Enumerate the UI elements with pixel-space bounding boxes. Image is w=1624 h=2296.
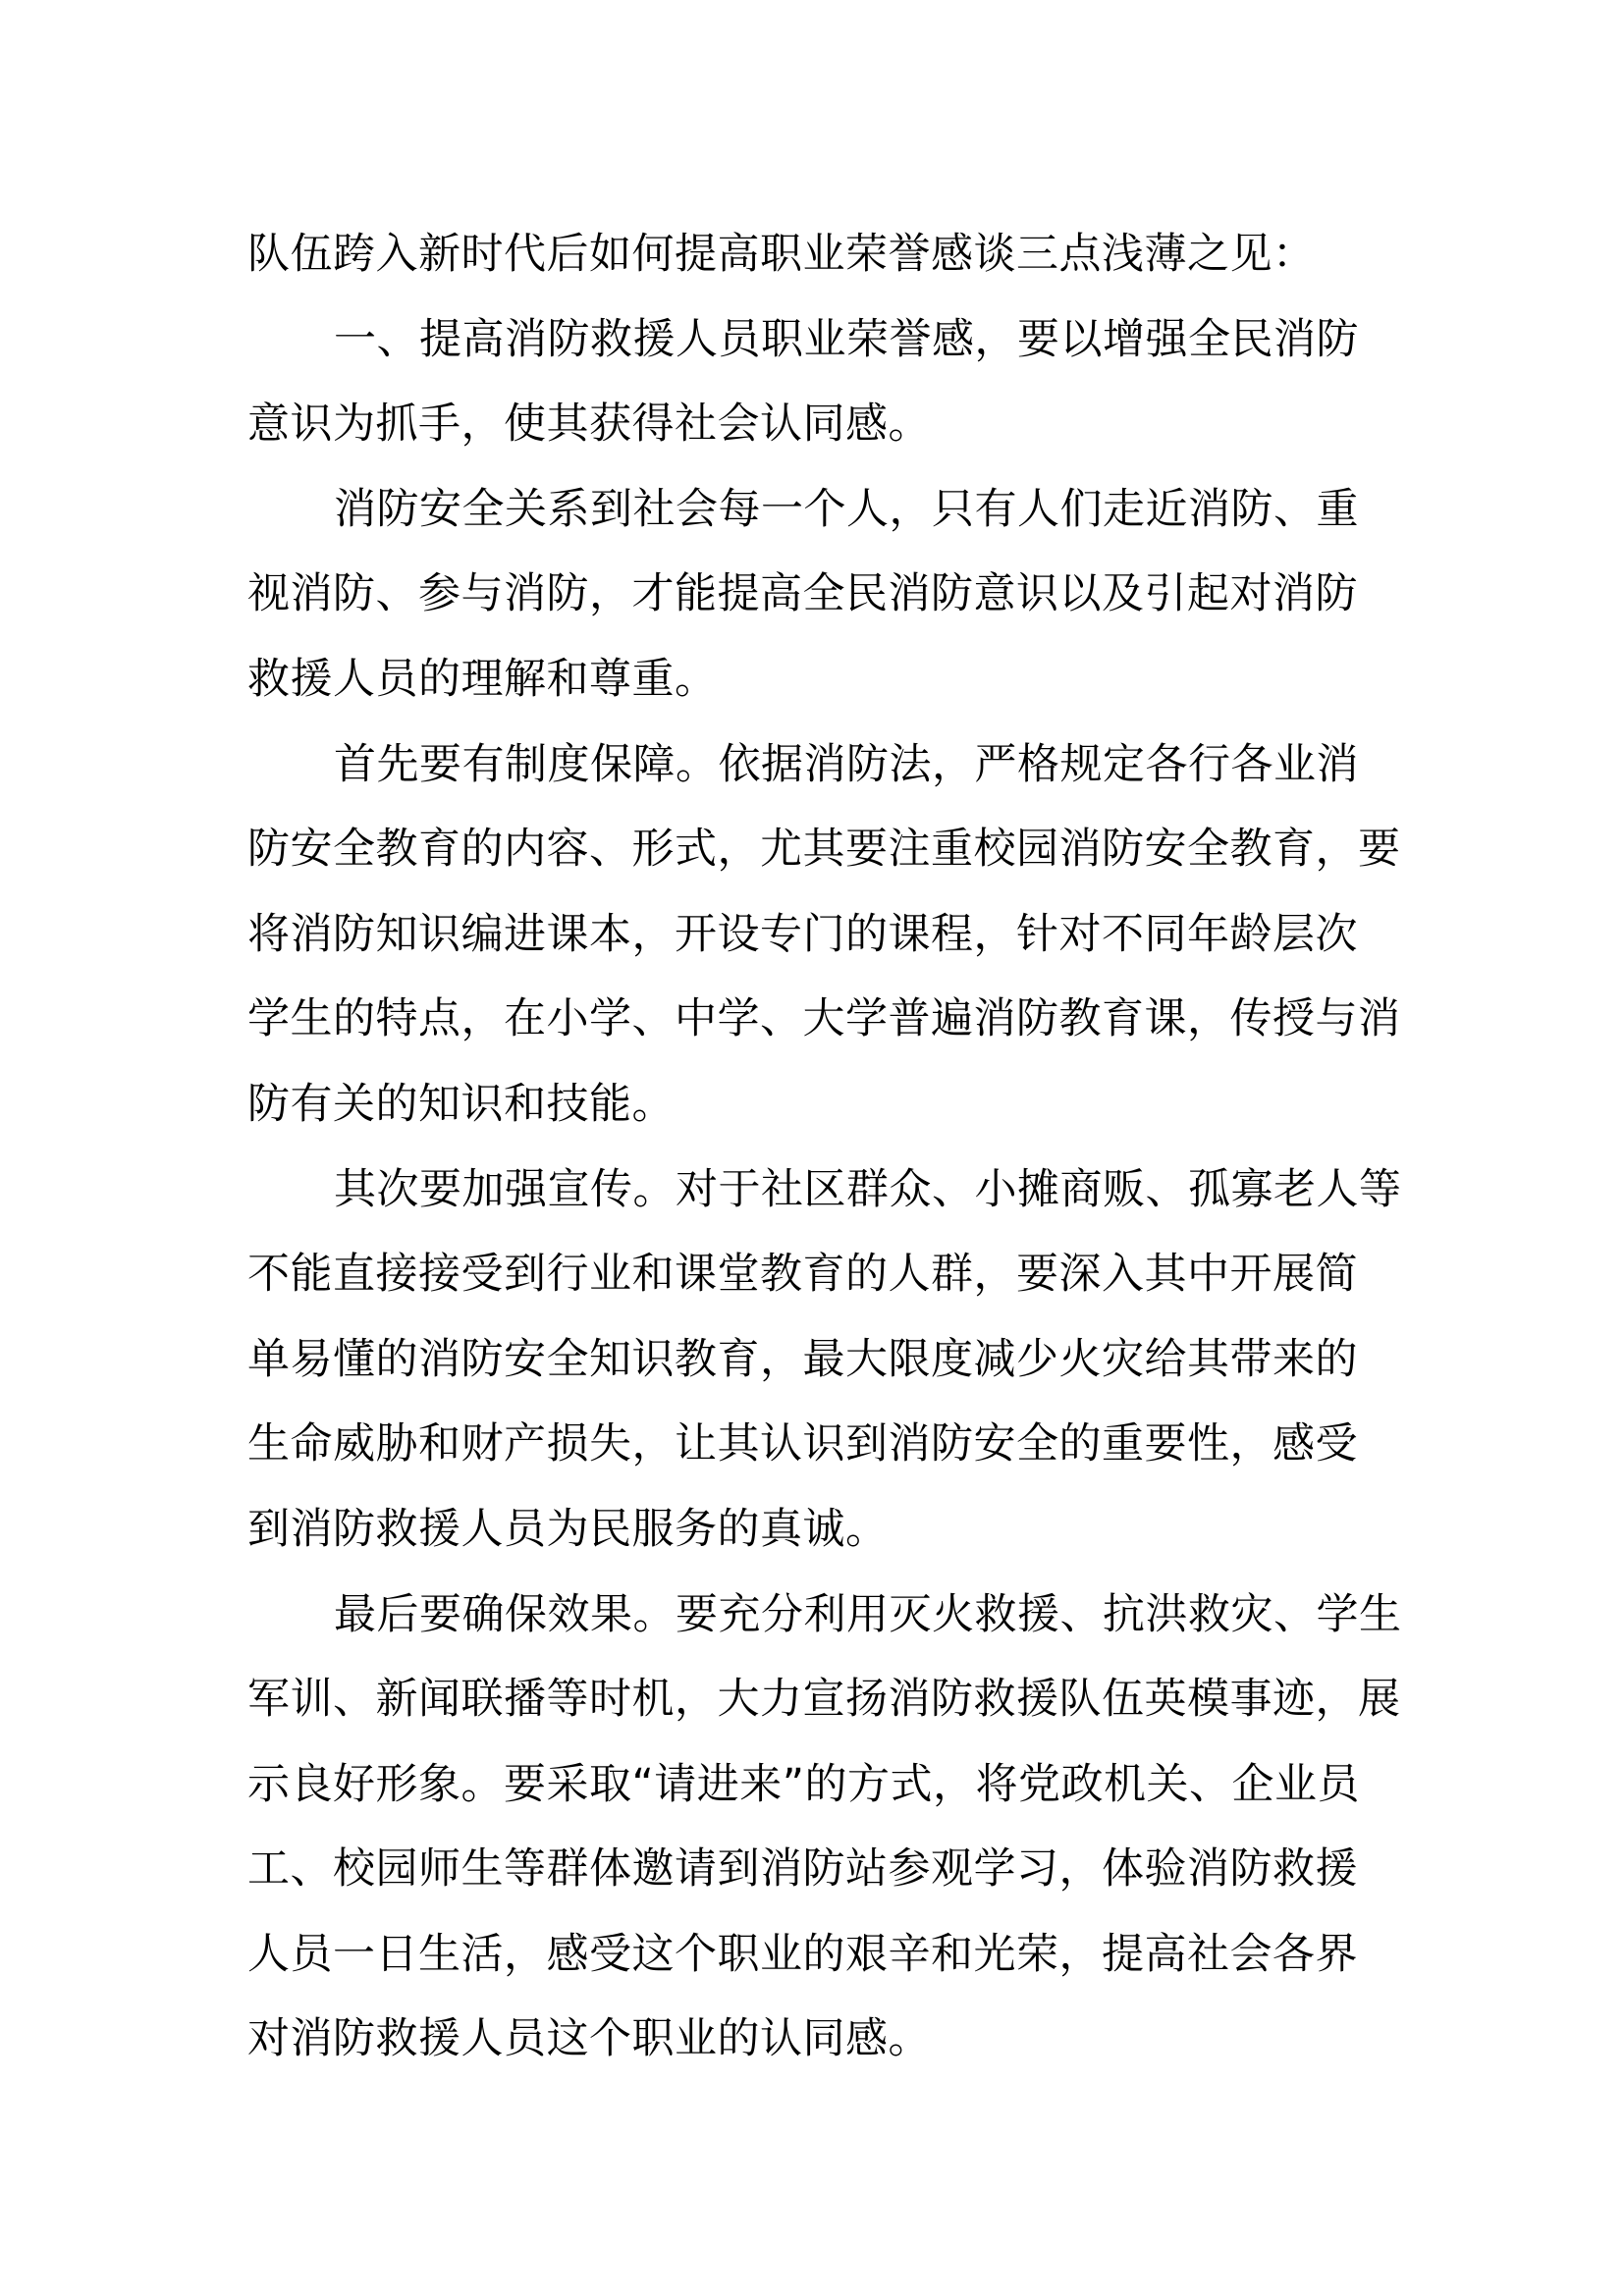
text-line: 防安全教育的内容、形式，尤其要注重校园消防安全教育，要: [247, 825, 1401, 875]
text-line: 首先要有制度保障。依据消防法，严格规定各行各业消: [334, 739, 1359, 789]
document-body: [247, 212, 1402, 2082]
text-line: 救援人员的理解和尊重。: [247, 654, 718, 704]
text-line: 不能直接接受到行业和课堂教育的人群，要深入其中开展简: [247, 1250, 1358, 1300]
section-heading-line: 意识为抓手，使其获得社会认同感。: [247, 400, 931, 450]
text-line: 单易懂的消防安全知识教育，最大限度减少火灾给其带来的: [247, 1334, 1358, 1384]
text-line: 生命威胁和财产损失，让其认识到消防安全的重要性，感受: [247, 1419, 1358, 1469]
text-line: 最后要确保效果。要充分利用灭火救援、抗洪救灾、学生: [334, 1589, 1402, 1639]
text-line: 军训、新闻联播等时机，大力宣扬消防救援队伍英模事迹，展: [247, 1675, 1401, 1725]
text-line: 防有关的知识和技能。: [247, 1079, 675, 1129]
text-line: 示良好形象。要采取“请进来”的方式，将党政机关、企业员: [247, 1759, 1361, 1809]
section-heading-line: 一、提高消防救援人员职业荣誉感，要以增强全民消防: [334, 314, 1359, 364]
text-line: 将消防知识编进课本，开设专门的课程，针对不同年龄层次: [247, 909, 1358, 959]
text-line: 人员一日生活，感受这个职业的艰辛和光荣，提高社会各界: [247, 1929, 1358, 1979]
text-line: 其次要加强宣传。对于社区群众、小摊商贩、孤寡老人等: [334, 1164, 1402, 1214]
text-line: 工、校园师生等群体邀请到消防站参观学习，体验消防救援: [247, 1844, 1358, 1895]
text-line: 学生的特点，在小学、中学、大学普遍消防教育课，传授与消: [247, 994, 1401, 1044]
text-line: 到消防救援人员为民服务的真诚。: [247, 1504, 889, 1554]
text-line: 视消防、参与消防，才能提高全民消防意识以及引起对消防: [247, 569, 1358, 619]
text-line: 对消防救援人员这个职业的认同感。: [247, 2014, 931, 2064]
text-line: 队伍跨入新时代后如何提高职业荣誉感谈三点浅薄之见：: [247, 230, 1316, 279]
text-line: 消防安全关系到社会每一个人，只有人们走近消防、重: [334, 484, 1359, 534]
